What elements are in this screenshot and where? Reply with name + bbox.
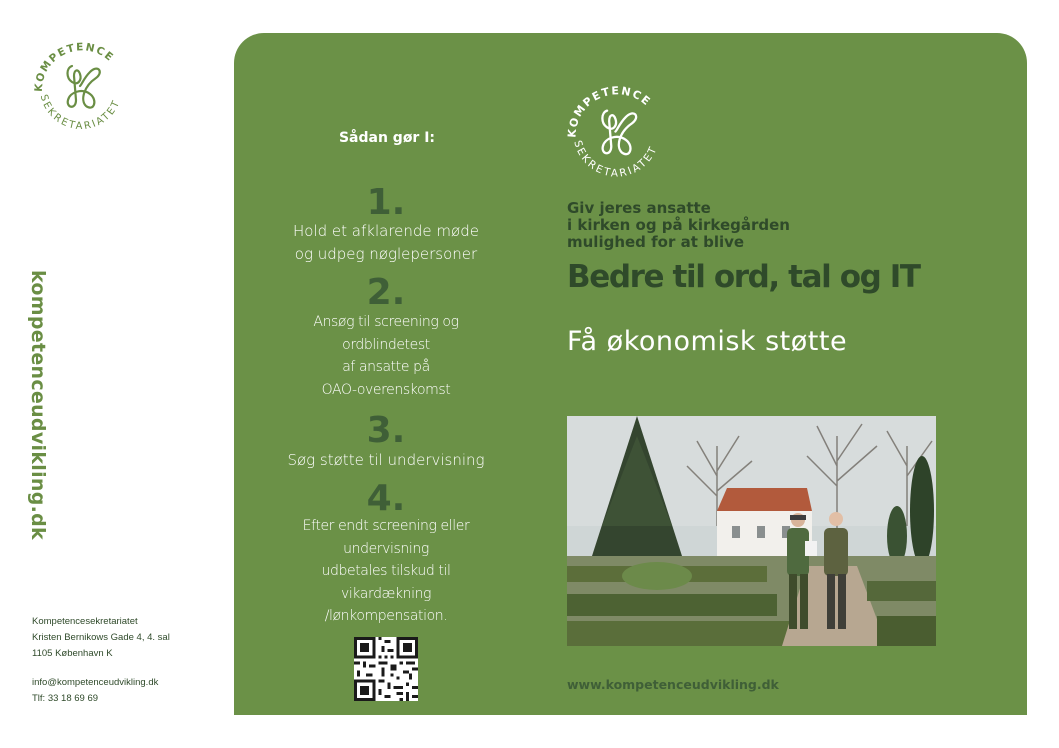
step-1-number: 1. [366, 182, 406, 223]
address-block [32, 614, 170, 662]
logo-arc-bottom: SEKRETARIATET [571, 139, 661, 180]
phone-text: Tlf: 33 18 69 69 [32, 693, 99, 704]
address-line: 1105 København K [32, 648, 113, 659]
svg-text:SEKRETARIATET [571, 139, 660, 180]
website-link[interactable]: www.kompetenceudvikling.dk [567, 677, 779, 692]
qr-code[interactable] [354, 637, 418, 701]
step-3-number: 3. [366, 410, 406, 451]
step-4-number: 4. [366, 478, 406, 519]
logo-arc-top: KOMPETENCE [565, 84, 654, 139]
steps-title: Sådan gør I: [338, 130, 436, 146]
vertical-website-url: kompetenceudvikling.dk [27, 270, 49, 540]
email-text: info@kompetenceudvikling.dk [32, 677, 159, 688]
step-4-text: Efter endt screening eller undervisning udbetales tilskud til vikardækning /lønkompensation. [302, 518, 470, 624]
address-line: Kristen Bernikows Gade 4, 4. sal [32, 632, 170, 643]
logo-right [559, 73, 674, 188]
logo-arc-bottom: SEKRETARIATET [37, 93, 123, 133]
subheadline: Få økonomisk støtte [567, 326, 848, 357]
green-panel [234, 33, 1027, 715]
headline: Bedre til ord, tal og IT [567, 259, 920, 295]
cemetery-workers-photo [567, 416, 936, 646]
step-3-text: Søg støtte til undervisning [287, 451, 485, 469]
tagline: Giv jeres ansatte i kirken og på kirkegården mulighed for at blive [567, 199, 790, 251]
step-1-text: Hold et afklarende møde og udpeg nøglepersoner [293, 222, 479, 263]
logo-arc-top: KOMPETENCE [32, 41, 117, 93]
svg-text:SEKRETARIATET [38, 93, 123, 132]
logo-left [26, 30, 136, 140]
logo-k-mark [68, 66, 100, 108]
address-line: Kompetencesekretariatet [32, 616, 138, 627]
contact-block [32, 675, 158, 707]
step-2-text: Ansøg til screening og ordblindetest af ansatte på OAO-overenskomst [313, 314, 459, 398]
step-2-number: 2. [366, 272, 406, 313]
logo-k-mark [602, 111, 636, 155]
